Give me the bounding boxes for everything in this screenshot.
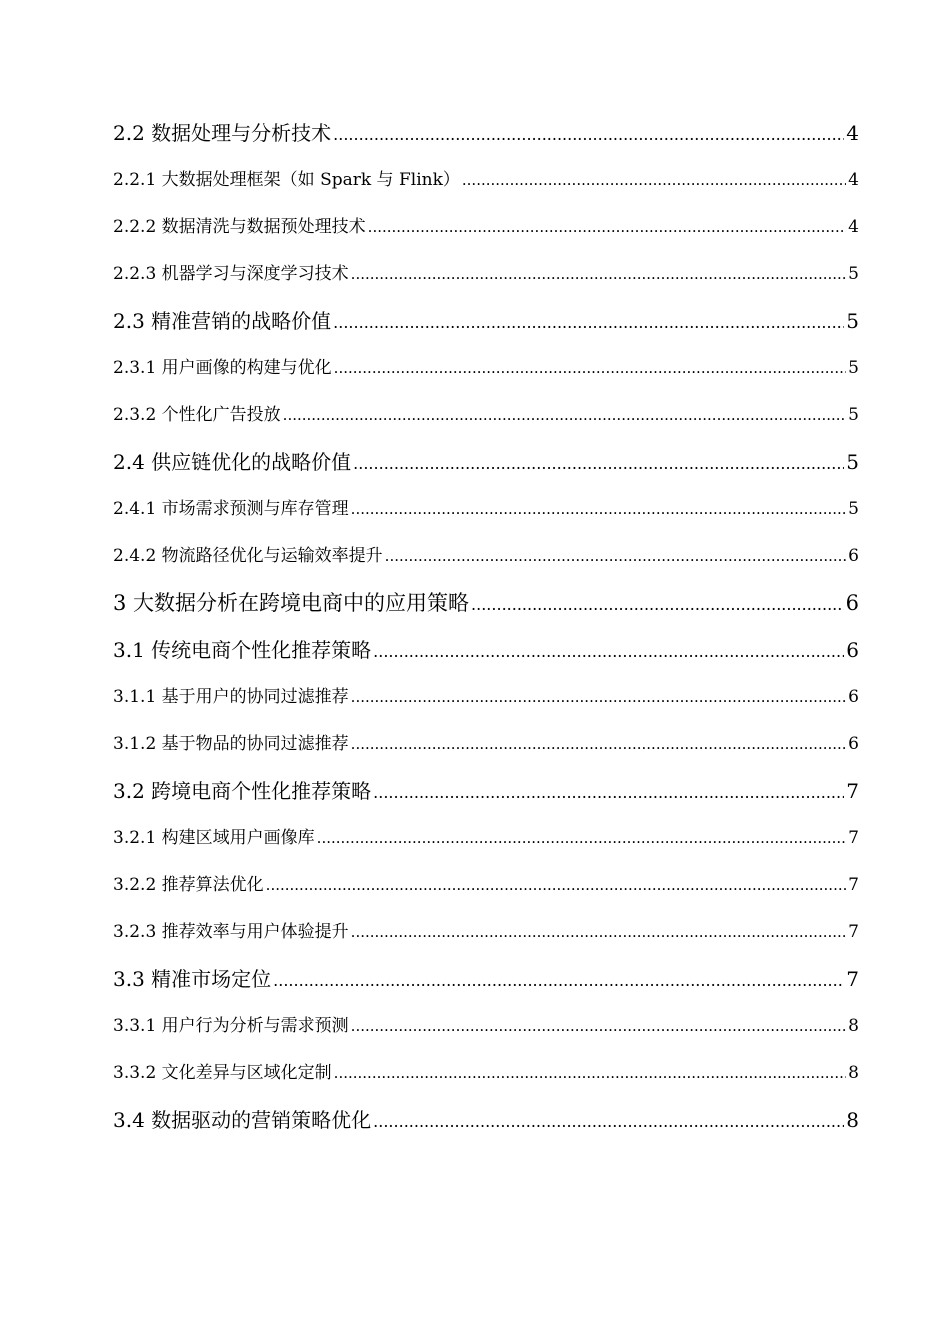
toc-leader-dots bbox=[351, 909, 847, 956]
toc-entry-page: 8 bbox=[846, 1108, 859, 1132]
toc-entry-title: 3.1 传统电商个性化推荐策略 bbox=[113, 638, 372, 662]
toc-leader-dots bbox=[351, 486, 847, 533]
toc-entry-3-2-2[interactable] bbox=[113, 862, 859, 909]
toc-leader-dots bbox=[373, 628, 844, 675]
toc-entry-page: 5 bbox=[848, 405, 859, 425]
toc-entry-page: 4 bbox=[848, 170, 859, 190]
toc-entry-page: 5 bbox=[848, 264, 859, 284]
toc-entry-title: 3.3 精准市场定位 bbox=[113, 967, 272, 991]
toc-entry-title: 2.2 数据处理与分析技术 bbox=[113, 121, 332, 145]
toc-leader-dots bbox=[471, 581, 844, 628]
toc-entry-2-2-1[interactable] bbox=[113, 157, 859, 204]
toc-entry-page: 5 bbox=[848, 358, 859, 378]
toc-entry-title: 2.3.2 个性化广告投放 bbox=[113, 405, 281, 425]
toc-entry-page: 8 bbox=[848, 1016, 859, 1036]
toc-entry-page: 6 bbox=[846, 638, 859, 662]
toc-entry-2-4-1[interactable] bbox=[113, 486, 859, 533]
toc-entry-title: 3.2.2 推荐算法优化 bbox=[113, 875, 264, 895]
toc-entry-page: 4 bbox=[848, 217, 859, 237]
toc-entry-title: 2.2.2 数据清洗与数据预处理技术 bbox=[113, 217, 366, 237]
toc-leader-dots bbox=[385, 533, 847, 580]
toc-entry-title: 2.2.3 机器学习与深度学习技术 bbox=[113, 264, 349, 284]
toc-entry-title: 3.1.2 基于物品的协同过滤推荐 bbox=[113, 734, 349, 754]
toc-leader-dots bbox=[351, 674, 847, 721]
toc-leader-dots bbox=[351, 1003, 847, 1050]
toc-entry-page: 6 bbox=[845, 591, 859, 615]
toc-entry-title: 2.3 精准营销的战略价值 bbox=[113, 309, 332, 333]
toc-leader-dots bbox=[351, 251, 847, 298]
toc-entry-title: 2.2.1 大数据处理框架（如 Spark 与 Flink） bbox=[113, 170, 460, 190]
toc-entry-3-3-1[interactable] bbox=[113, 1003, 859, 1050]
toc-entry-3-1[interactable] bbox=[113, 627, 859, 674]
toc-entry-3-1-1[interactable] bbox=[113, 674, 859, 721]
toc-entry-title: 3.2.3 推荐效率与用户体验提升 bbox=[113, 922, 349, 942]
toc-entry-2-3-1[interactable] bbox=[113, 345, 859, 392]
toc-leader-dots bbox=[373, 769, 844, 816]
toc-entry-2-3-2[interactable] bbox=[113, 392, 859, 439]
toc-leader-dots bbox=[462, 157, 846, 204]
toc-leader-dots bbox=[266, 862, 847, 909]
toc-leader-dots bbox=[368, 204, 847, 251]
toc-entry-title: 3 大数据分析在跨境电商中的应用策略 bbox=[113, 591, 470, 615]
toc-entry-title: 3.2.1 构建区域用户画像库 bbox=[113, 828, 315, 848]
toc-entry-2-2-2[interactable] bbox=[113, 204, 859, 251]
toc-entry-2-2-3[interactable] bbox=[113, 251, 859, 298]
toc-leader-dots bbox=[353, 440, 844, 487]
toc-entry-title: 2.4 供应链优化的战略价值 bbox=[113, 450, 352, 474]
toc-entry-2-3[interactable] bbox=[113, 298, 859, 345]
toc-entry-page: 5 bbox=[846, 450, 859, 474]
toc-entry-3-2-1[interactable] bbox=[113, 815, 859, 862]
toc-entry-page: 6 bbox=[848, 546, 859, 566]
toc-entry-3-2-3[interactable] bbox=[113, 909, 859, 956]
toc-entry-3-3-2[interactable] bbox=[113, 1050, 859, 1097]
toc-entry-2-4[interactable] bbox=[113, 439, 859, 486]
toc-entry-3[interactable] bbox=[113, 580, 859, 627]
toc-entry-page: 7 bbox=[848, 875, 859, 895]
toc-entry-3-2[interactable] bbox=[113, 768, 859, 815]
toc-entry-title: 2.4.2 物流路径优化与运输效率提升 bbox=[113, 546, 383, 566]
toc-leader-dots bbox=[317, 815, 847, 862]
toc-entry-page: 5 bbox=[846, 309, 859, 333]
toc-entry-page: 7 bbox=[848, 922, 859, 942]
toc-leader-dots bbox=[334, 1050, 847, 1097]
toc-entry-page: 7 bbox=[846, 779, 859, 803]
table-of-contents bbox=[113, 110, 859, 1144]
toc-leader-dots bbox=[351, 721, 847, 768]
toc-entry-title: 2.3.1 用户画像的构建与优化 bbox=[113, 358, 332, 378]
toc-entry-page: 4 bbox=[846, 121, 859, 145]
toc-leader-dots bbox=[333, 299, 844, 346]
toc-entry-title: 3.1.1 基于用户的协同过滤推荐 bbox=[113, 687, 349, 707]
toc-entry-title: 3.3.2 文化差异与区域化定制 bbox=[113, 1063, 332, 1083]
toc-entry-page: 7 bbox=[846, 967, 859, 991]
toc-entry-2-2[interactable] bbox=[113, 110, 859, 157]
toc-entry-title: 3.3.1 用户行为分析与需求预测 bbox=[113, 1016, 349, 1036]
toc-entry-title: 3.4 数据驱动的营销策略优化 bbox=[113, 1108, 372, 1132]
toc-leader-dots bbox=[333, 111, 844, 158]
toc-leader-dots bbox=[334, 345, 847, 392]
toc-entry-page: 6 bbox=[848, 734, 859, 754]
toc-leader-dots bbox=[273, 957, 844, 1004]
toc-entry-title: 2.4.1 市场需求预测与库存管理 bbox=[113, 499, 349, 519]
toc-entry-page: 8 bbox=[848, 1063, 859, 1083]
toc-leader-dots bbox=[373, 1098, 844, 1145]
toc-leader-dots bbox=[283, 392, 847, 439]
toc-entry-3-3[interactable] bbox=[113, 956, 859, 1003]
toc-entry-page: 5 bbox=[848, 499, 859, 519]
toc-entry-2-4-2[interactable] bbox=[113, 533, 859, 580]
toc-entry-page: 6 bbox=[848, 687, 859, 707]
toc-entry-3-4[interactable] bbox=[113, 1097, 859, 1144]
toc-entry-title: 3.2 跨境电商个性化推荐策略 bbox=[113, 779, 372, 803]
toc-entry-3-1-2[interactable] bbox=[113, 721, 859, 768]
toc-entry-page: 7 bbox=[848, 828, 859, 848]
